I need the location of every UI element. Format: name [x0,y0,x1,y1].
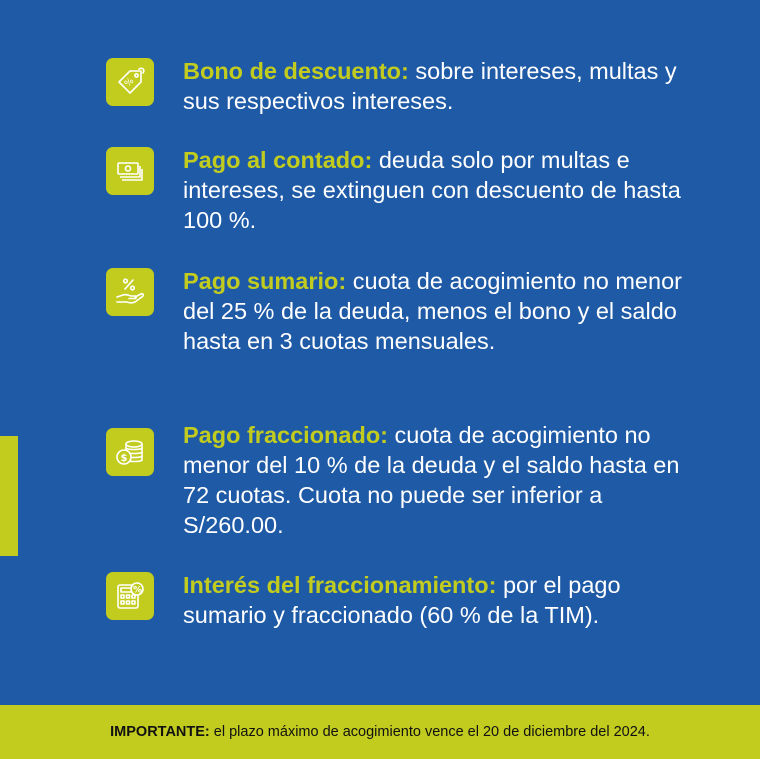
item-description: cuota de acogimiento no menor del 10 % de la deuda y el saldo hasta en 72 cuotas. Cuota no puede ser inferior a S/260.00. [183,422,680,538]
item-text [183,56,703,116]
item-description: deuda solo por multas e intereses, se extinguen con descuento de hasta 100 %. [183,147,681,233]
percent-hand-icon [106,268,154,316]
item-label: Pago al contado: [183,147,373,173]
footer-notice [0,705,760,759]
list-item-interes-fraccionamiento [106,570,726,630]
item-label: Interés del fraccionamiento: [183,572,497,598]
svg-text:%: % [123,76,137,90]
item-label: Pago fraccionado: [183,422,389,448]
footer-important-label: IMPORTANTE: [110,724,210,740]
svg-text:%: % [133,585,143,596]
item-label: Bono de descuento: [183,58,409,84]
item-text [183,145,703,235]
item-label: Pago sumario: [183,268,347,294]
discount-tag-icon [106,58,154,106]
side-accent-bar [0,436,18,556]
calculator-percent-icon [106,572,154,620]
list-item-pago-fraccionado [106,420,726,540]
svg-text:$: $ [120,453,128,464]
list-item-pago-sumario [106,266,726,356]
list-item-pago-contado [106,145,726,235]
footer-text: el plazo máximo de acogimiento vence el 20 de diciembre del 2024. [209,724,650,740]
cash-stack-icon [106,147,154,195]
list-item-bono-descuento [106,56,726,116]
item-text [183,570,703,630]
item-description: sobre intereses, multas y sus respectivos intereses. [183,58,677,114]
item-text [183,420,703,540]
item-description: por el pago sumario y fraccionado (60 % de la TIM). [183,572,621,628]
item-text [183,266,703,356]
item-description: cuota de acogimiento no menor del 25 % de la deuda, menos el bono y el saldo hasta en 3 cuotas mensuales. [183,268,682,354]
coins-icon [106,428,154,476]
